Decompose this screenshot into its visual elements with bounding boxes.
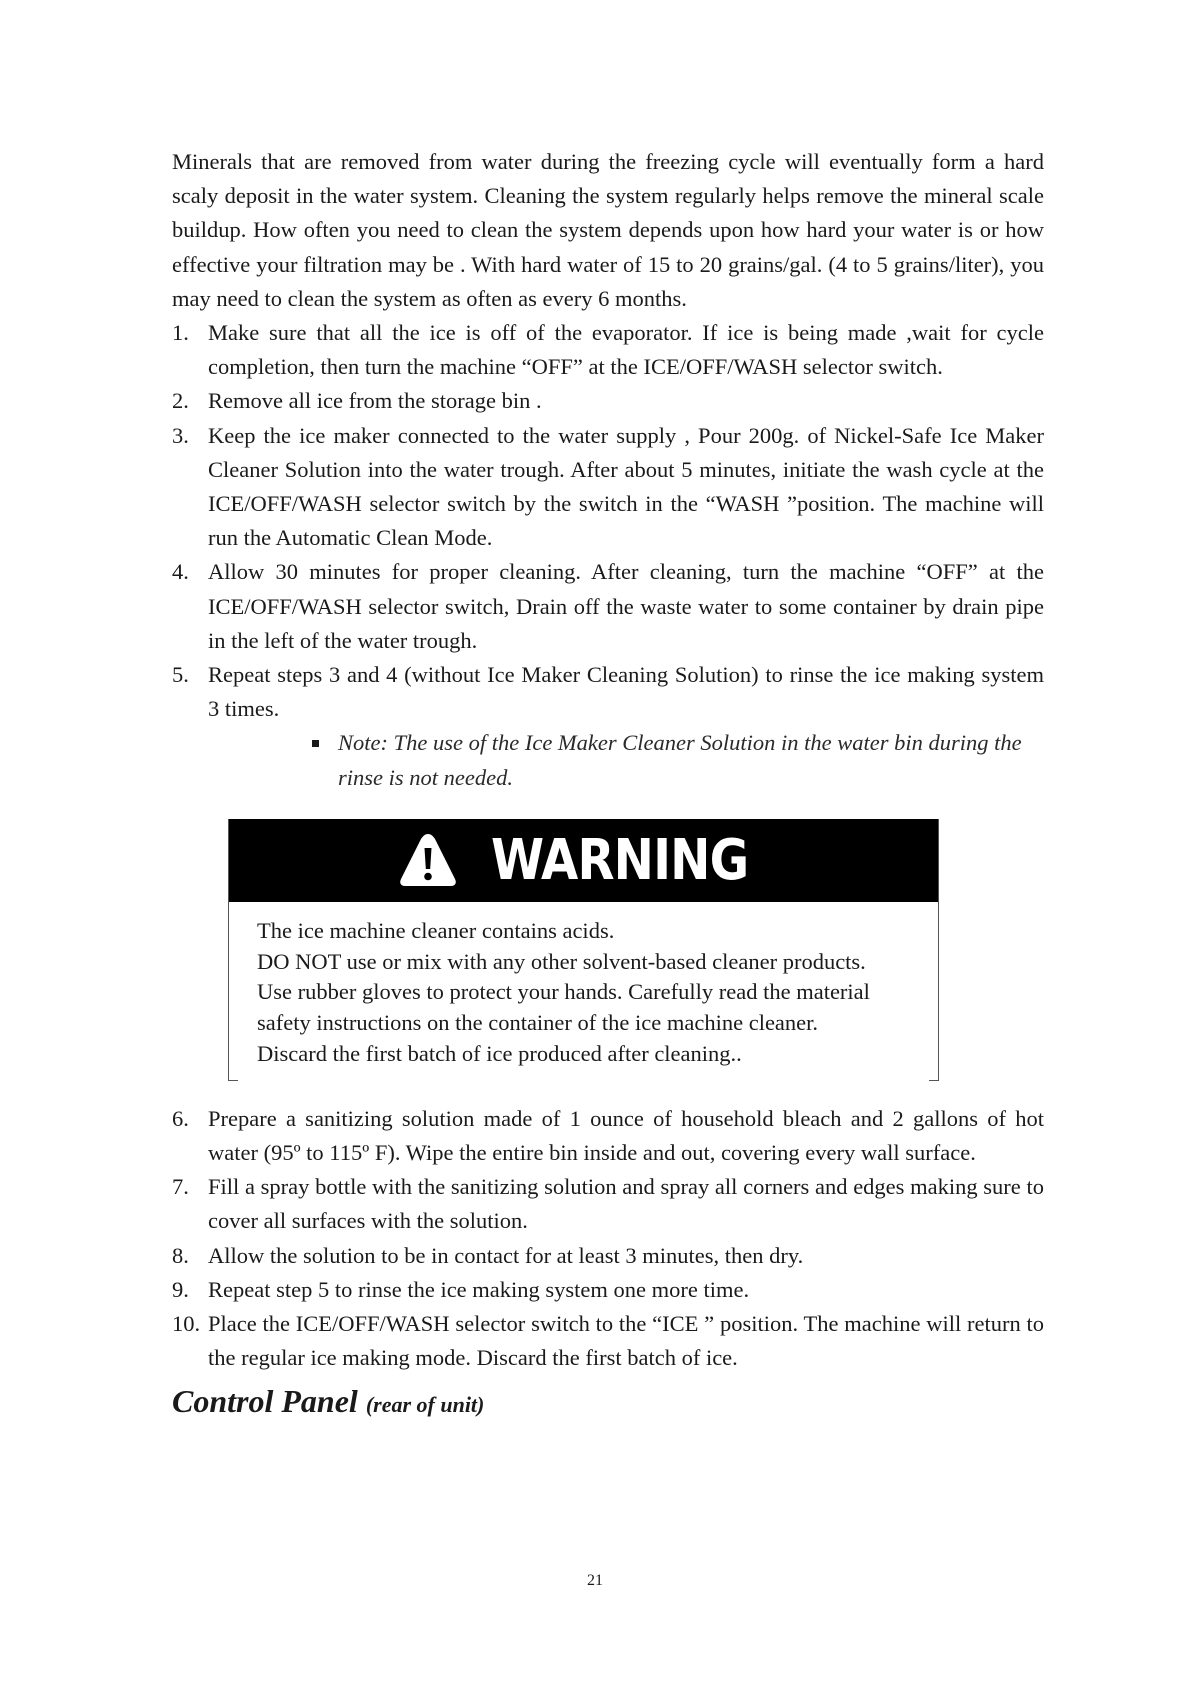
square-bullet-icon — [312, 740, 319, 747]
step-number: 1. — [172, 320, 189, 346]
list-item — [172, 1273, 1044, 1307]
step-number: 3. — [172, 422, 189, 448]
warning-box-corner — [929, 1080, 939, 1081]
list-item — [172, 316, 1044, 384]
warning-body — [229, 902, 938, 1080]
step-text: Fill a spray bottle with the sanitizing solution and spray all corners and edges making sure to cover all surfaces with the solution. — [208, 1174, 1044, 1234]
page-content — [172, 145, 1044, 1420]
list-item — [172, 555, 1044, 658]
warning-line: The ice machine cleaner contains acids. — [257, 917, 615, 943]
note-text: Note: The use of the Ice Maker Cleaner Solution in the water bin during the rinse is not needed. — [338, 730, 1022, 790]
list-item — [172, 658, 1044, 726]
page-number: 21 — [587, 1572, 603, 1589]
list-item — [172, 419, 1044, 556]
warning-box-corner — [228, 1080, 238, 1081]
rinse-note — [302, 726, 1030, 794]
warning-line: Use rubber gloves to protect your hands. Carefully read the material — [257, 979, 870, 1005]
step-text: Keep the ice maker connected to the water supply , Pour 200g. of Nickel-Safe Ice Maker Cleaner Solution into the water trough. After about 5 minutes, initiate the wash cycle at the ICE/OFF/WASH selector switch by the switch in the “WASH ”position. The machine will run the Automatic Clean Mode. — [208, 422, 1044, 551]
list-item — [172, 384, 1044, 418]
step-number: 5. — [172, 662, 189, 688]
step-text: Remove all ice from the storage bin . — [208, 388, 542, 414]
warning-header — [229, 819, 938, 902]
step-text: Allow 30 minutes for proper cleaning. After cleaning, turn the machine “OFF” at the ICE/OFF/WASH selector switch, Drain off the waste water to some container by drain pipe in the left of the water trough. — [208, 559, 1044, 653]
step-number: 9. — [172, 1276, 189, 1302]
step-number: 6. — [172, 1105, 189, 1131]
warning-triangle-icon — [398, 831, 458, 889]
step-text: Repeat steps 3 and 4 (without Ice Maker Cleaning Solution) to rinse the ice making system 3 times. — [208, 662, 1044, 722]
step-text: Allow the solution to be in contact for at least 3 minutes, then dry. — [208, 1242, 804, 1268]
section-title: Control Panel — [172, 1383, 358, 1420]
step-text: Repeat step 5 to rinse the ice making system one more time. — [208, 1276, 750, 1302]
cleaning-steps-list — [172, 316, 1044, 726]
step-number: 4. — [172, 559, 189, 585]
step-number: 7. — [172, 1174, 189, 1200]
intro-paragraph: Minerals that are removed from water during the freezing cycle will eventually form a hard scaly deposit in the water system. Cleaning the system regularly helps remove the mineral scale buildup. How often you need to clean the system depends upon how hard your water is or how effective your filtration may be . With hard water of 15 to 20 grains/gal. (4 to 5 grains/liter), you may need to clean the system as often as every 6 months. — [172, 149, 1044, 311]
list-item — [172, 1170, 1044, 1238]
step-text: Prepare a sanitizing solution made of 1 ounce of household bleach and 2 gallons of hot water (95º to 115º F). Wipe the entire bin inside and out, covering every wall surface. — [208, 1105, 1044, 1166]
list-item — [172, 1307, 1044, 1375]
step-number: 8. — [172, 1242, 189, 1268]
step-text: Make sure that all the ice is off of the evaporator. If ice is being made ,wait for cycle completion, then turn the machine “OFF” at the ICE/OFF/WASH selector switch. — [208, 320, 1044, 380]
warning-line: Discard the first batch of ice produced after cleaning.. — [257, 1041, 742, 1067]
warning-line: safety instructions on the container of the ice machine cleaner. — [257, 1010, 819, 1036]
warning-box — [228, 819, 939, 1080]
step-text: Place the ICE/OFF/WASH selector switch to the “ICE ” position. The machine will return to the regular ice making mode. Discard the first batch of ice. — [208, 1311, 1044, 1371]
list-item — [172, 1102, 1044, 1170]
section-subtitle: (rear of unit) — [365, 1392, 485, 1418]
sanitizing-steps-list — [172, 1102, 1044, 1376]
warning-title: WARNING — [490, 827, 749, 893]
step-number: 10. — [172, 1311, 201, 1337]
section-heading — [172, 1383, 1044, 1420]
warning-line: DO NOT use or mix with any other solvent-based cleaner products. — [257, 948, 866, 974]
step-number: 2. — [172, 388, 189, 414]
list-item — [172, 1239, 1044, 1273]
